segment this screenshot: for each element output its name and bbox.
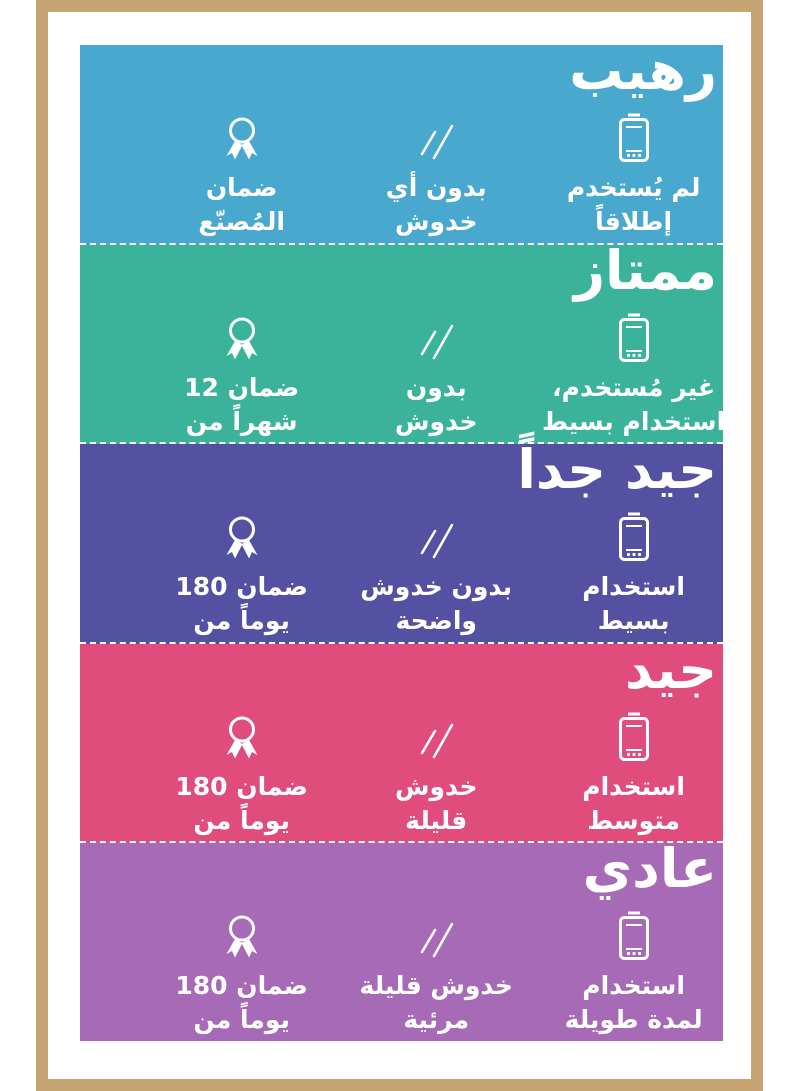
warranty-column	[161, 510, 322, 638]
warranty-text: ضمان 180	[175, 771, 308, 801]
scratches-column	[322, 909, 550, 1037]
warranty-column	[161, 311, 322, 439]
usage-column	[550, 909, 717, 1037]
usage-text: بسيط	[597, 606, 670, 636]
warranty-column	[161, 909, 322, 1037]
grade-details	[86, 311, 726, 439]
grade-details	[86, 909, 717, 1037]
usage-column	[541, 311, 726, 439]
warranty-text: ضمان 180	[175, 572, 308, 602]
grade-title: عادي	[582, 837, 717, 901]
phone-icon	[617, 710, 651, 762]
scratches-text: خدوش قليلة	[359, 971, 513, 1001]
grade-details	[86, 111, 717, 239]
medal-icon	[219, 710, 265, 762]
medal-icon	[219, 111, 265, 163]
scratch-lines-icon	[413, 710, 459, 762]
scratches-column	[322, 311, 550, 439]
grade-details	[86, 710, 717, 838]
warranty-text: شهراً من	[185, 406, 298, 436]
scratches-text: بدون	[405, 372, 467, 402]
scratch-lines-icon	[413, 111, 459, 163]
scratches-text: خدوش	[394, 207, 478, 236]
warranty-text: المُصنّع	[198, 207, 285, 236]
usage-text: لمدة طويلة	[564, 1005, 703, 1035]
medal-icon	[219, 909, 265, 961]
usage-column	[550, 111, 717, 239]
scratches-text: خدوش	[394, 406, 478, 436]
medal-icon	[219, 510, 265, 562]
grade-band-awesome	[80, 39, 723, 245]
scratch-lines-icon	[413, 909, 459, 961]
usage-text: استخدام	[582, 971, 685, 1001]
usage-text: استخدام	[582, 572, 685, 602]
scratch-lines-icon	[413, 311, 459, 363]
scratches-column	[322, 710, 550, 838]
scratches-text: بدون أي	[385, 173, 487, 202]
warranty-text: يوماً من	[193, 1005, 290, 1035]
scratch-lines-icon	[413, 510, 459, 562]
medal-icon	[219, 311, 265, 363]
phone-icon	[617, 909, 651, 961]
usage-text: استخدام بسيط	[541, 406, 726, 436]
usage-text: غير مُستخدم،	[552, 372, 716, 402]
usage-column	[550, 710, 717, 838]
grade-title: رهيب	[569, 39, 717, 102]
grade-band-fair	[80, 837, 723, 1041]
usage-text: متوسط	[587, 805, 680, 835]
scratches-text: قليلة	[405, 805, 468, 835]
grade-title: ممتاز	[573, 238, 717, 302]
warranty-text: يوماً من	[193, 606, 290, 636]
grade-band-good	[80, 637, 723, 844]
grade-band-very-good	[80, 438, 723, 644]
warranty-column	[161, 111, 322, 239]
warranty-text: ضمان 180	[175, 971, 308, 1001]
usage-column	[550, 510, 717, 638]
phone-icon	[617, 311, 651, 363]
warranty-text: يوماً من	[193, 805, 290, 835]
grade-title: جيد جداً	[517, 438, 717, 502]
phone-icon	[617, 111, 651, 163]
usage-text: إطلاقاً	[595, 207, 673, 236]
grade-band-excellent	[80, 238, 726, 445]
scratches-text: خدوش	[394, 771, 478, 801]
warranty-text: ضمان	[205, 173, 278, 202]
scratches-text: واضحة	[395, 606, 477, 636]
scratches-column	[322, 510, 550, 638]
scratches-column	[322, 111, 550, 239]
grade-details	[86, 510, 717, 638]
scratches-text: مرئية	[403, 1005, 470, 1035]
scratches-text: بدون خدوش	[360, 572, 513, 602]
grade-title: جيد	[624, 637, 717, 701]
usage-text: استخدام	[582, 771, 685, 801]
usage-text: لم يُستخدم	[566, 173, 701, 202]
grade-bands	[80, 39, 726, 1041]
phone-icon	[617, 510, 651, 562]
warranty-text: ضمان 12	[184, 372, 300, 402]
warranty-column	[161, 710, 322, 838]
